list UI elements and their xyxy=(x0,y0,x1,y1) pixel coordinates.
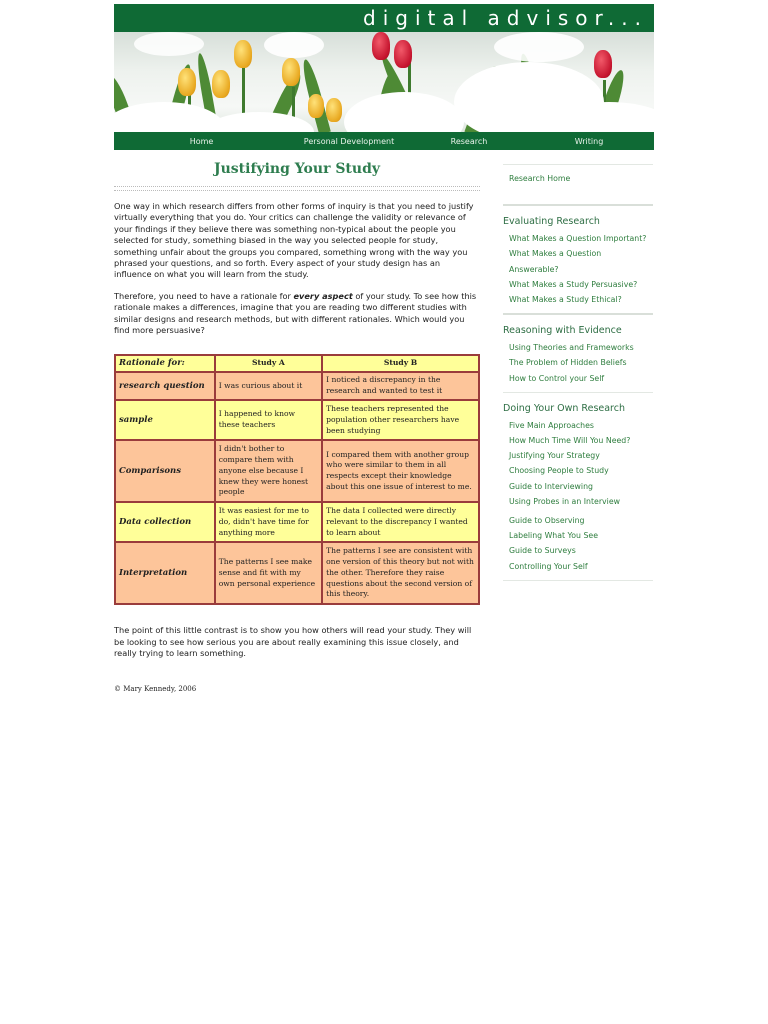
table-row xyxy=(115,400,479,440)
emphasis-every-aspect: every aspect xyxy=(293,290,353,301)
sidebar-section-reasoning xyxy=(503,315,653,392)
row-label: research question xyxy=(115,372,215,400)
sidebar-home-block xyxy=(503,165,653,192)
study-a-cell: I was curious about it xyxy=(215,372,322,400)
page-container xyxy=(114,4,654,694)
page-title: Justifying Your Study xyxy=(213,161,380,177)
study-a-cell: It was easiest for me to do, didn't have time for anything more xyxy=(215,502,322,542)
sidebar xyxy=(503,164,653,581)
conclusion-paragraph: The point of this little contrast is to show you how others will read your study. They will be looking to see how serious you are about really examining this issue closely, and really trying to learn something. xyxy=(114,625,472,659)
sidebar-link[interactable]: What Makes a Question Important? xyxy=(509,234,647,244)
table-row xyxy=(115,372,479,400)
sidebar-link[interactable]: Guide to Surveys xyxy=(509,546,576,556)
study-a-cell: I happened to know these teachers xyxy=(215,400,322,440)
table-row xyxy=(115,440,479,502)
sidebar-heading-evaluating-research: Evaluating Research xyxy=(503,216,600,228)
row-label: Comparisons xyxy=(115,440,215,502)
nav-personal-development[interactable]: Personal Development xyxy=(303,136,395,146)
sidebar-link[interactable]: The Problem of Hidden Beliefs xyxy=(509,358,627,368)
main-navigation xyxy=(114,132,654,150)
sidebar-link-research-home[interactable]: Research Home xyxy=(509,174,571,183)
sidebar-link[interactable]: Using Probes in an Interview xyxy=(509,496,620,506)
sidebar-link[interactable]: How to Control your Self xyxy=(509,373,605,383)
sidebar-link[interactable]: Guide to Interviewing xyxy=(509,481,593,491)
site-title: digital advisor... xyxy=(363,6,648,30)
study-b-cell: I compared them with another group who were similar to them in all respects except their knowledge about this one issue of interest to me. xyxy=(322,440,479,502)
table-header-study-a: Study A xyxy=(215,355,322,372)
sidebar-link[interactable]: Controlling Your Self xyxy=(509,561,588,571)
title-bar xyxy=(114,4,654,32)
tulip-banner-image xyxy=(114,32,654,132)
table-header-row xyxy=(115,355,479,372)
sidebar-link[interactable]: Choosing People to Study xyxy=(509,466,609,476)
sidebar-link[interactable]: What Makes a Study Persuasive? xyxy=(509,279,638,289)
study-b-cell: The patterns I see are consistent with one version of this theory but not with the other. Therefore they raise questions about the second version of this theory. xyxy=(322,542,479,604)
rationale-paragraph-end: of your study. To see how this rationale makes a differences, imagine that you are reading two different studies with similar designs and research methods, but with different rationales. Which would you find more persuasive? xyxy=(114,290,477,336)
sidebar-link[interactable]: Five Main Approaches xyxy=(509,420,594,430)
row-label: Interpretation xyxy=(115,542,215,604)
sidebar-link[interactable]: Guide to Observing xyxy=(509,516,585,526)
sidebar-link[interactable]: Labeling What You See xyxy=(509,531,598,541)
sidebar-link[interactable]: What Makes a Question Answerable? xyxy=(509,249,602,274)
row-label: Data collection xyxy=(115,502,215,542)
nav-research[interactable]: Research xyxy=(450,136,488,146)
sidebar-link[interactable]: What Makes a Study Ethical? xyxy=(509,295,622,305)
nav-writing[interactable]: Writing xyxy=(574,136,604,146)
copyright-notice: © Mary Kennedy, 2006 xyxy=(114,685,197,694)
table-header-study-b: Study B xyxy=(322,355,479,372)
study-b-cell: I noticed a discrepancy in the research and wanted to test it xyxy=(322,372,479,400)
sidebar-heading-reasoning-with-evidence: Reasoning with Evidence xyxy=(503,325,622,337)
sidebar-link[interactable]: How Much Time Will You Need? xyxy=(509,436,631,446)
nav-home[interactable]: Home xyxy=(189,136,214,146)
table-row xyxy=(115,502,479,542)
table-header-rationale: Rationale for: xyxy=(115,355,215,372)
study-b-cell: These teachers represented the population other researchers have been studying xyxy=(322,400,479,440)
divider xyxy=(114,186,480,187)
study-b-cell: The data I collected were directly relevant to the discrepancy I wanted to learn about xyxy=(322,502,479,542)
sidebar-divider xyxy=(503,580,653,581)
table-row xyxy=(115,542,479,604)
sidebar-heading-doing-your-own-research: Doing Your Own Research xyxy=(503,402,626,414)
rationale-paragraph-start: Therefore, you need to have a rationale for xyxy=(114,290,294,301)
sidebar-section-doing-research xyxy=(503,393,653,580)
main-content xyxy=(114,154,480,693)
study-a-cell: The patterns I see make sense and fit with my own personal experience xyxy=(215,542,322,604)
sidebar-section-evaluating xyxy=(503,206,653,313)
row-label: sample xyxy=(115,400,215,440)
sidebar-link[interactable]: Using Theories and Frameworks xyxy=(509,343,634,353)
rationale-paragraph xyxy=(114,291,480,337)
study-a-cell: I didn't bother to compare them with anyone else because I knew they were honest people xyxy=(215,440,322,502)
intro-paragraph: One way in which research differs from other forms of inquiry is that you need to justify virtually everything that you do. Your critics can challenge the validity or relevance of your findings if they believe there was something non-typical about the people you selected for study, something biased in the way you selected people for study, something unfair about the groups you compared, something wrong with the way you phrased your questions, and so forth. Every aspect of your study design has an influence on what you will learn from the study. xyxy=(114,201,474,280)
divider xyxy=(114,190,480,191)
rationale-comparison-table xyxy=(114,354,480,605)
sidebar-link[interactable]: Justifying Your Strategy xyxy=(509,451,600,461)
